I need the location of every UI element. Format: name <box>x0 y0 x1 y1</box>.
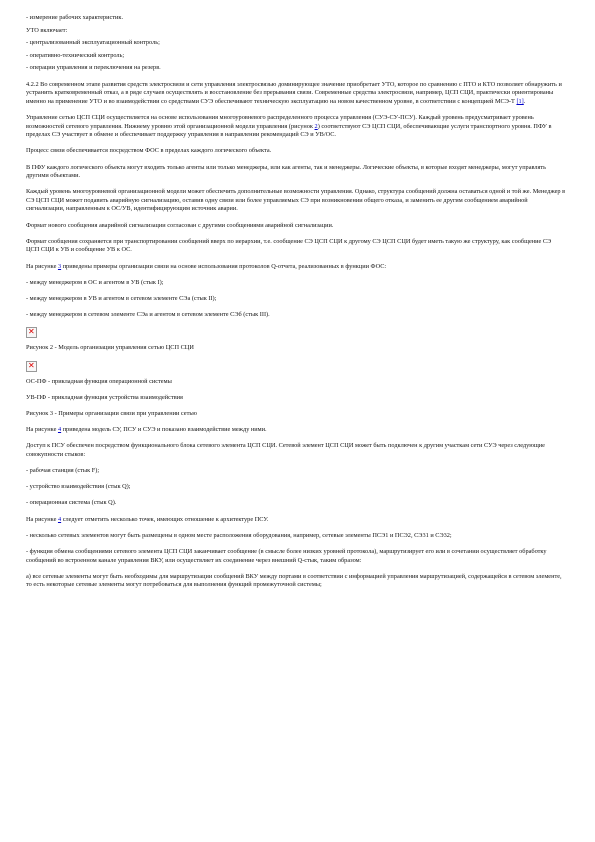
paragraph-4-2-2 <box>26 81 566 107</box>
list-item: - между менеджером в УВ и агентом в сетевом элементе СЭа (стык II); <box>26 295 217 302</box>
list-item: - несколько сетевых элементов могут быть размещены в одном месте расположения оборудования, например, сетевые элементы ПСЭ1 и ПСЭ2, СЭ31 и СЭ32; <box>26 531 452 539</box>
paragraph: Доступ к ПСУ обеспечен посредством функционального блока сетевого элемента ЦСП СЦИ. Сетевой элемент ЦСП СЦИ может быть подключен к другим участкам сети СУЭ через следующие совокупности стыков: <box>26 442 545 458</box>
paragraph <box>26 516 566 525</box>
paragraph: УТО включает: <box>26 26 68 34</box>
broken-image-icon: ✕ <box>26 327 37 338</box>
document-page <box>26 14 566 598</box>
legend-item: УВ-ПФ - прикладная функция устройства взаимодействия <box>26 393 183 401</box>
paragraph: Процесс связи обеспечивается посредством ФОС в пределах каждого логического объекта. <box>26 147 272 155</box>
paragraph-text: . <box>523 97 526 105</box>
paragraph-text: На рисунке <box>26 262 57 270</box>
paragraph-text: ) соответствуют СЭ ЦСП СЦИ, обеспечивающие услуги транспортного уровня. ПФУ в пределах СЭ участвует в обмене и обеспечивает поддержку управления в направлении рекомендаций СЭ и УВ/ОС. <box>26 122 552 139</box>
paragraph-text: 4.2.2 Во современном этапе развития средств электросвязи и сети управления электросвязью доминирующее значение приобретает УТО, которое по сравнению с ПТО и КТО позволяет обнаружить и устранить кратковременный отказ, а в ряде случаев осуществлять и восстановление без прерывания связи. Современные средства электросвязи, например, ЦСП СЦИ, практически ориентированы именно на применение УТО и во взаимодействии со средствами СУЭ обеспечивают техническую эксплуатацию на новом качественном уровне, в соответствии с концепцией МСЭ-Т <box>26 80 562 105</box>
reference-link[interactable]: [1] <box>516 97 524 105</box>
list-item: - оперативно-технический контроль; <box>26 51 125 59</box>
paragraph <box>26 426 566 435</box>
paragraph: Каждый уровень многоуровневой организационной модели может обеспечить дополнительные возможности управления. Однако, структура сообщений должна оставаться одной и той же. Менеджер в СЭ ЦСП СЦИ может подавить аварийную сигнализацию, оставив одну связи или более управляемых СЭ при возникновении общего отказа, и заменить ее другим сообщением аварийной сигнализации, направленным к ОС/УВ, идентифицирующим источник аварии. <box>26 188 566 213</box>
list-item: - между менеджером в сетевом элементе СЭа и агентом в сетевом элементе СЭб (стык III). <box>26 311 270 319</box>
figure-3-link[interactable]: 3 <box>57 262 62 270</box>
paragraph-text: На рисунке <box>26 426 57 434</box>
list-item: а) все сетевые элементы могут быть необходимы для маршрутизации сообщений ВКУ между портами в соответствии с информацией управления маршрутизацией, содержащейся в сетевом элементе, то есть некоторые сетевые элементы могут потребоваться для выполнения функций промежуточной системы; <box>26 572 562 589</box>
paragraph-text: Управление сетью ЦСП СЦИ осуществляется на основе использования многоуровневого распределенного процесса управления (СУЭ-СУ-ПСУ). Каждый уровень предусматривает уровень возможностей сетевого управления. Нижнему уровню этой организационной модели управления (рисунок <box>26 113 534 130</box>
paragraph <box>26 114 566 140</box>
list-item: - операционная система (стык Q). <box>26 499 117 507</box>
list-item: - рабочая станция (стык F); <box>26 467 100 475</box>
paragraph: В ПФУ каждого логического объекта могут входить только агенты или только менеджеры, или как агенты, так и менеджеры. Логические объекты, в которые входят менеджеры, могут управлять другими объектами. <box>26 163 547 180</box>
list-item: - функция обмена сообщениями сетевого элемента ЦСП СЦИ заканчивает сообщение (в смысле более низких уровней протокола), маршрутизирует его или в сочетании осуществляет обработку сообщений во встроенном канале управления ВКУ, или осуществляет их соединение через внешний Q-стык, таким образом: <box>26 548 547 564</box>
paragraph-text: приведены примеры организации связи на основе использования протоколов Q-отчета, реализованных в функции ФОС: <box>62 262 387 270</box>
paragraph-text: На рисунке <box>26 515 57 523</box>
figure-4-link[interactable]: 4 <box>57 426 62 434</box>
broken-image-icon: ✕ <box>26 361 37 372</box>
list-item: - централизованный эксплуатационный контроль; <box>26 39 160 47</box>
legend-item: ОС-ПФ - прикладная функция операционной системы <box>26 377 172 385</box>
paragraph-text: следует отметить несколько точек, имеющих отношение к архитектуре ПСУ. <box>62 515 269 523</box>
list-item: - между менеджером в ОС и агентом в УВ (стык I); <box>26 278 164 286</box>
figure-caption: Рисунок 2 - Модель организации управления сетью ЦСП СЦИ <box>26 344 194 352</box>
paragraph-text: приведена модель СУ, ПСУ и СУЭ и показано взаимодействие между ними. <box>62 426 267 434</box>
list-item: - операции управления и переключения на резерв. <box>26 64 161 72</box>
figure-caption: Рисунок 3 - Примеры организации связи при управлении сетью <box>26 409 197 417</box>
figure-4-link[interactable]: 4 <box>57 515 62 523</box>
list-item: - устройство взаимодействия (стык Q); <box>26 483 131 491</box>
paragraph: Формат нового сообщения аварийной сигнализации согласован с другими сообщениями аварийной сигнализации. <box>26 221 334 229</box>
figure-2-link[interactable]: 2 <box>314 122 318 130</box>
paragraph <box>26 263 566 272</box>
paragraph: - измерение рабочих характеристик. <box>26 14 124 21</box>
paragraph: Формат сообщения сохраняется при транспортировании сообщений вверх по иерархии, т.е. сообщение СЭ ЦСП СЦИ к другому СЭ ЦСП СЦИ будет иметь такую же структуру, как сообщение СЭ ЦСП СЦИ к УВ и сообщение УВ к ОС. <box>26 237 552 254</box>
